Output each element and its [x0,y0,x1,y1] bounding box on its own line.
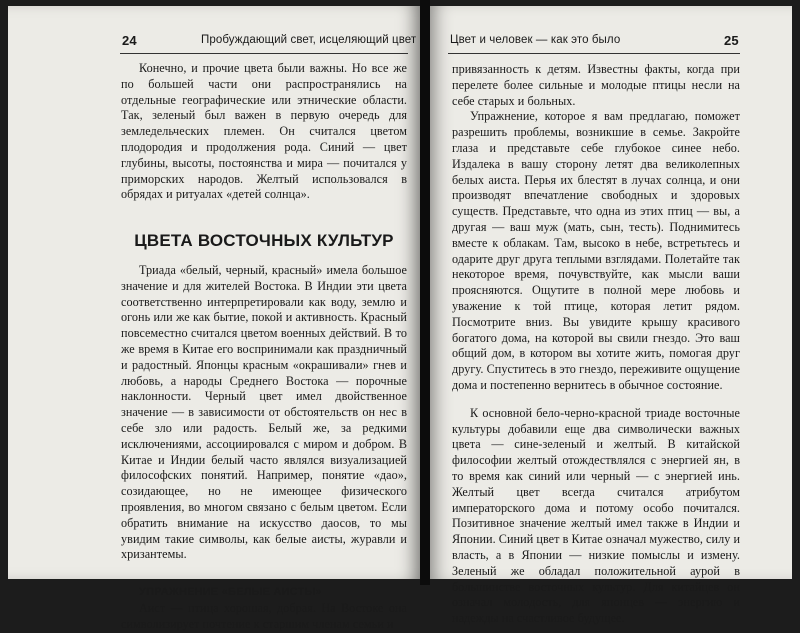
book-gutter [420,0,430,585]
right-page [430,6,792,626]
left-page-body [121,61,407,633]
header-rule-left [120,53,408,54]
paragraph: Триада «белый, черный, красный» имела большое значение и для жителей Востока. В Индии эти цвета соответственно интерпретировали как воду, землю и огонь или же как бытие, покой и активность. Красный повсеместно считался цветом военных действий. В то же время в Китае его воспринимали как праздничный и радостный. Японцы красным «окрашивали» гнев и любовь, а народы Среднего Востока — порочные наклонности. Черный цвет имел двойственное значение — в зависимости от обстоятельств он нес в себе зло или радость. Белый же, за редкими исключениями, ассоциировался с миром и добром. В Китае и Индии белый часто являлся визуализацией философских понятий. Например, понятие «дао», созидающее, но не имеющее физического проявления, во многом связано с белым цветом. Если обратить внимание на искусство даосов, то мы увидим такие символы, как белые аисты, журавли и хризантемы. [121,262,407,562]
paragraph: Конечно, и прочие цвета были важны. Но все же по большей части они распространялись на отдельные географические или этнические области. Так, зеленый был важен в первую очередь для земледельческих племен. Он считался цветом плодородия и продолжения рода. Синий — цвет глубины, высоты, постоянства и мира — почитался у приморских народов. Желтый использовался в обрядах и ритуалах «детей солнца». [121,61,407,202]
page-number-right: 25 [724,33,739,48]
paragraph: Аист — птица хорошая, добрая. На Востоке она символизирует почтение к старшим членам семьи и [121,600,407,631]
header-rule-right [448,53,740,54]
running-title-right: Цвет и человек — как это было [450,34,621,46]
page-number-left: 24 [122,33,137,48]
section-heading: ЦВЕТА ВОСТОЧНЫХ КУЛЬТУР [134,231,394,251]
paragraph: К основной бело-черно-красной триаде восточные культуры добавили еще два символически важных цвета — сине-зеленый и желтый. В китайской философии желтый отождествлялся с энергией ян, в то время как синий или черный — с энергией инь. Желтый цвет всегда считался атрибутом императорского дома и потому особо почитался. Позитивное значение желтый имел также в Индии и Японии. Синий цвет в Китае означал мужество, силу и власть, а в Японии — низкие помыслы и измену. Зеленый же обладал положительной аурой в большинстве восточных культур. Для китайцев он означал молодость, для японцев — энергию и надежды на счастливое будущее. [452,405,741,626]
running-title-left: Пробуждающий свет, исцеляющий цвет [201,34,417,46]
right-page-body [452,62,740,627]
paragraph: привязанность к детям. Известны факты, когда при перелете более сильные и молодые птицы несли на себе старых и больных. [452,62,740,108]
left-page [8,6,420,631]
exercise-subheading: УПРАЖНЕНИЕ «БЕЛЫЕ АИСТЫ» [139,586,322,599]
paragraph: Упражнение, которое я вам предлагаю, поможет разрешить проблемы, возникшие в семье. Закройте глаза и представьте себе глубокое синее небо. Издалека в вашу сторону летят два великолепных белых аиста. Перья их блестят в лучах солнца, и они производят впечатление свободных и здоровых существ. Представьте, что одна из этих птиц — вы, а другая — ваш муж (мать, сын, тесть). Поднимитесь вместе к облакам. Там, высоко в небе, встретьтесь и одарите друг друга теплыми взглядами. Полетайте так некоторое время, почувствуйте, как мысли ваши проясняются. Ощутите в полной мере любовь и уважение к той птице, которая летит рядом. Посмотрите вниз. Вы увидите крышу красивого богатого дома, на которой вы свили гнездо. Это ваш общий дом, в котором вы хотите жить, помогая друг другу. Спуститесь в это гнездо, переживите ощущение дома и постепенно вернитесь в обычное состояние. [452,109,740,392]
